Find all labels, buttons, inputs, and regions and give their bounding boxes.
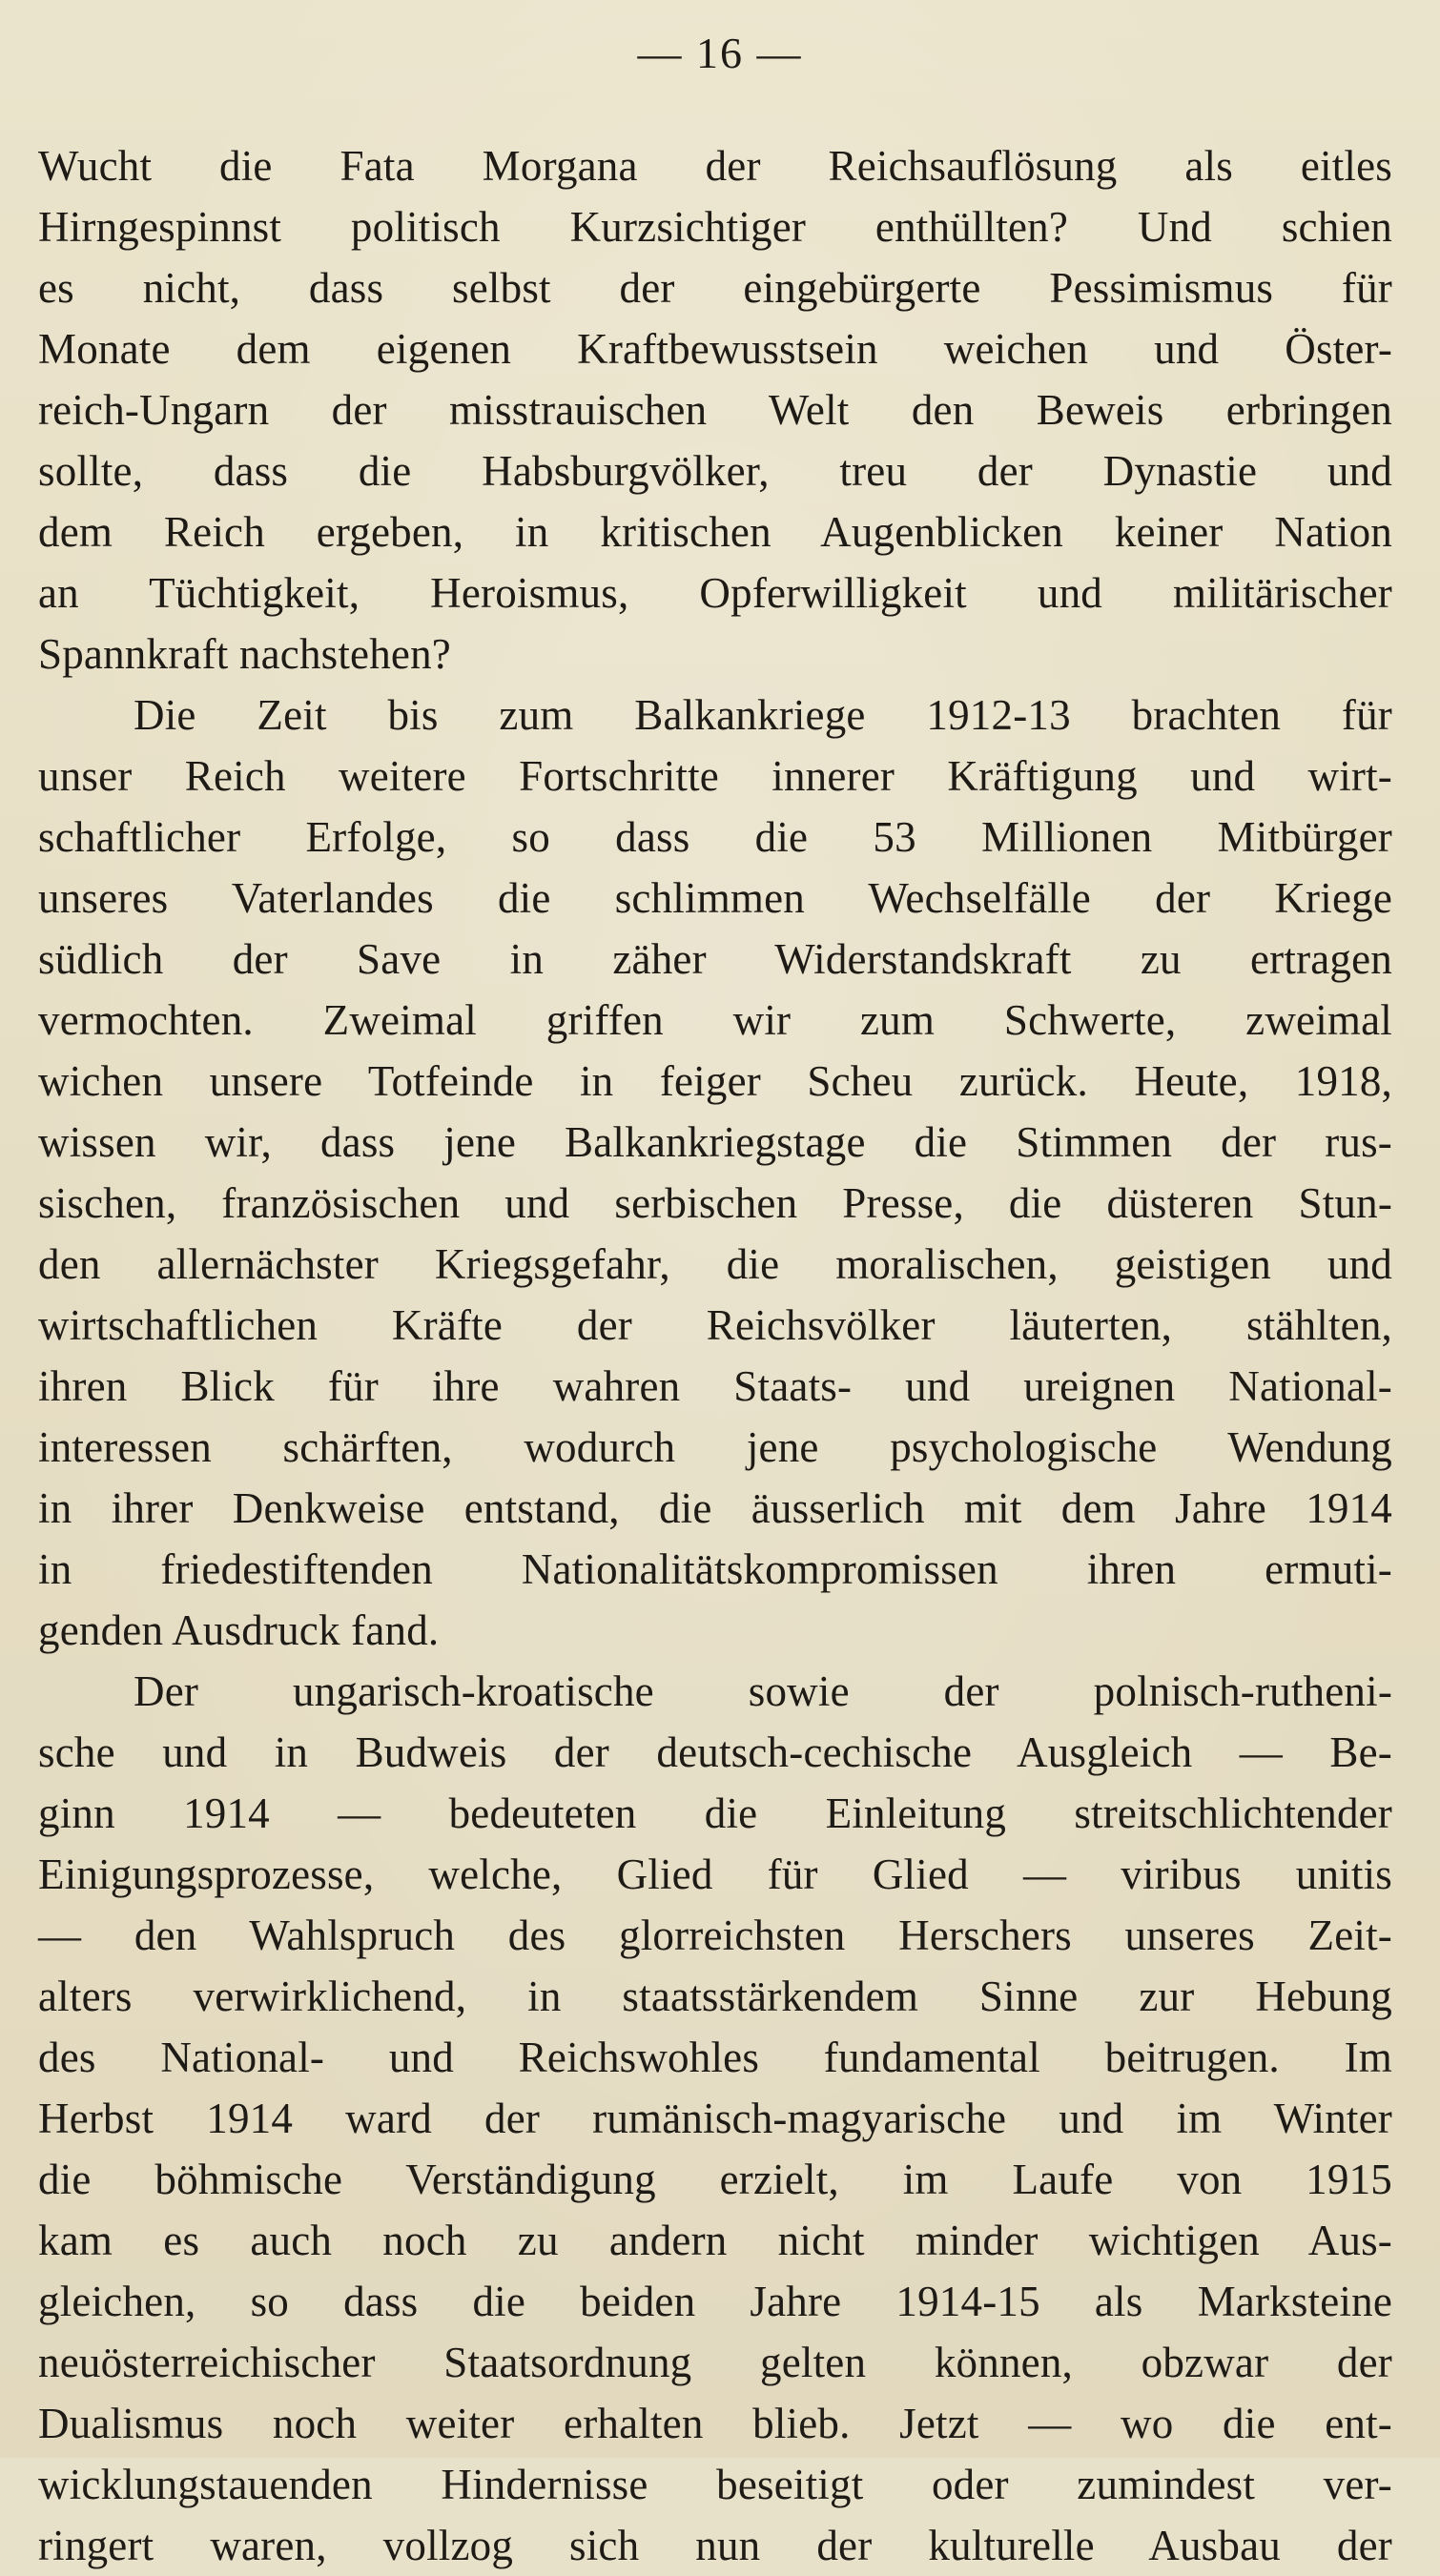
text-line: gleichen, so dass die beiden Jahre 1914-15 als Marksteine	[38, 2278, 1392, 2325]
page-number: — 16 —	[637, 29, 803, 77]
text-line: wichen unsere Totfeinde in feiger Scheu zurück. Heute, 1918,	[38, 1057, 1392, 1105]
text-line: ringert waren, vollzog sich nun der kulturelle Ausbau der	[38, 2522, 1392, 2569]
text-line: Einigungsprozesse, welche, Glied für Glied — viribus unitis	[38, 1850, 1392, 1898]
text-line: sischen, französischen und serbischen Presse, die düsteren Stun-	[38, 1179, 1392, 1227]
text-line: wicklungstauenden Hindernisse beseitigt oder zumindest ver-	[38, 2461, 1392, 2508]
text-line: Der ungarisch-kroatische sowie der polnisch-rutheni-	[134, 1667, 1392, 1715]
text-line: es nicht, dass selbst der eingebürgerte Pessimismus für	[38, 264, 1392, 312]
text-line: die böhmische Verständigung erzielt, im Laufe von 1915	[38, 2156, 1392, 2203]
text-line: an Tüchtigkeit, Heroismus, Opferwilligkeit und militärischer	[38, 569, 1392, 617]
text-line: neuösterreichischer Staatsordnung gelten können, obzwar der	[38, 2339, 1392, 2386]
text-line: Wucht die Fata Morgana der Reichsauflösung als eitles	[38, 142, 1392, 190]
text-line: dem Reich ergeben, in kritischen Augenblicken keiner Nation	[38, 508, 1392, 556]
text-line: alters verwirklichend, in staatsstärkendem Sinne zur Hebung	[38, 1973, 1392, 2020]
text-line: interessen schärften, wodurch jene psychologische Wendung	[38, 1423, 1392, 1471]
text-line: Spannkraft nachstehen?	[38, 630, 451, 678]
text-line: unseres Vaterlandes die schlimmen Wechselfälle der Kriege	[38, 874, 1392, 922]
text-line: reich-Ungarn der misstrauischen Welt den Beweis erbringen	[38, 386, 1392, 434]
text-line: ginn 1914 — bedeuteten die Einleitung streitschlichtender	[38, 1789, 1392, 1837]
text-line: Die Zeit bis zum Balkankriege 1912-13 brachten für	[134, 691, 1392, 739]
text-line: unser Reich weitere Fortschritte innerer Kräftigung und wirt-	[38, 752, 1392, 800]
text-line: wirtschaftlichen Kräfte der Reichsvölker läuterten, stählten,	[38, 1301, 1392, 1349]
text-line: sche und in Budweis der deutsch-cechische Ausgleich — Be-	[38, 1728, 1392, 1776]
text-line: südlich der Save in zäher Widerstandskraft zu ertragen	[38, 935, 1392, 983]
text-line: vermochten. Zweimal griffen wir zum Schwerte, zweimal	[38, 996, 1392, 1044]
text-line: kam es auch noch zu andern nicht minder wichtigen Aus-	[38, 2217, 1392, 2264]
text-line: Dualismus noch weiter erhalten blieb. Jetzt — wo die ent-	[38, 2400, 1392, 2447]
text-line: sollte, dass die Habsburgvölker, treu der Dynastie und	[38, 447, 1392, 495]
text-line: Hirngespinnst politisch Kurzsichtiger enthüllten? Und schien	[38, 203, 1392, 251]
text-line: Monate dem eigenen Kraftbewusstsein weichen und Öster-	[38, 325, 1392, 373]
text-line: Herbst 1914 ward der rumänisch-magyarische und im Winter	[38, 2095, 1392, 2142]
text-line: schaftlicher Erfolge, so dass die 53 Millionen Mitbürger	[38, 813, 1392, 861]
text-line: des National- und Reichswohles fundamental beitrugen. Im	[38, 2034, 1392, 2081]
text-line: — den Wahlspruch des glorreichsten Herschers unseres Zeit-	[38, 1912, 1392, 1959]
body-text	[38, 135, 1392, 2576]
text-line: den allernächster Kriegsgefahr, die moralischen, geistigen und	[38, 1240, 1392, 1288]
text-line: ihren Blick für ihre wahren Staats- und ureignen National-	[38, 1362, 1392, 1410]
text-line: in ihrer Denkweise entstand, die äusserlich mit dem Jahre 1914	[38, 1484, 1392, 1532]
text-line: genden Ausdruck fand.	[38, 1606, 440, 1654]
text-line: wissen wir, dass jene Balkankriegstage die Stimmen der rus-	[38, 1118, 1392, 1166]
text-line: in friedestiftenden Nationalitätskompromissen ihren ermuti-	[38, 1545, 1392, 1593]
